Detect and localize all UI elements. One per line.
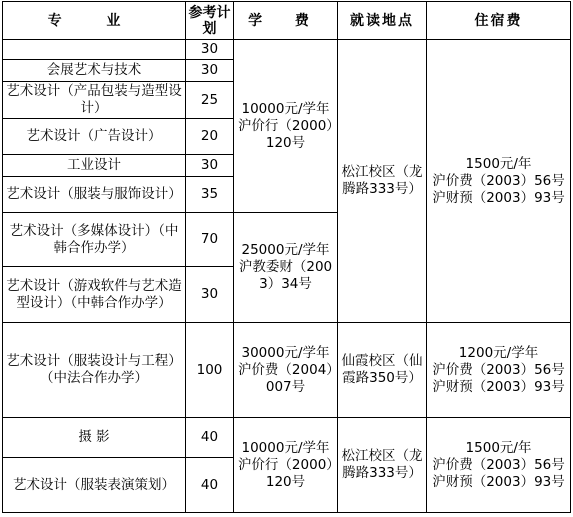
dorm-doc-finance-bureau: 沪财预（2003）93号 (432, 473, 565, 490)
dorm-fee-cell (427, 418, 571, 513)
table-row (3, 40, 571, 60)
plan-header: 参考计划 (186, 2, 234, 40)
major-cell: 艺术设计（游戏软件与艺术造型设计）（中韩合作办学） (3, 267, 186, 323)
plan-cell: 20 (186, 119, 234, 155)
location-cell: 仙霞校区（仙霞路350号） (338, 323, 427, 418)
plan-cell: 35 (186, 177, 234, 213)
fee-cell: 10000元/学年沪价行（2000）120号 (234, 40, 338, 213)
plan-cell: 30 (186, 267, 234, 323)
plan-cell: 25 (186, 82, 234, 119)
location-header: 就读地点 (338, 2, 427, 40)
enrollment-table (2, 1, 571, 513)
plan-cell: 30 (186, 40, 234, 60)
dorm-doc-price-bureau: 沪价费（2003）56号 (432, 456, 565, 473)
dorm-fee-cell (427, 40, 571, 323)
fee-cell: 25000元/学年沪教委财（2003）34号 (234, 213, 338, 323)
table-row (3, 323, 571, 418)
fee-cell: 10000元/学年沪价行（2000）120号 (234, 418, 338, 513)
major-cell: 艺术设计（服装表演策划） (3, 458, 186, 513)
dorm-fee-cell (427, 323, 571, 418)
plan-cell: 30 (186, 155, 234, 177)
dorm-price: 1500元/年 (465, 155, 532, 172)
major-cell (3, 40, 186, 60)
dorm-doc-finance-bureau: 沪财预（2003）93号 (432, 378, 565, 395)
location-cell: 松江校区（龙腾路333号） (338, 418, 427, 513)
dorm-price: 1500元/年 (465, 439, 532, 456)
major-cell: 艺术设计（服装设计与工程）（中法合作办学） (3, 323, 186, 418)
dorm-fee-header: 住宿费 (427, 2, 571, 40)
dorm-doc-price-bureau: 沪价费（2003）56号 (432, 172, 565, 189)
major-cell: 艺术设计（多媒体设计）（中韩合作办学） (3, 213, 186, 267)
dorm-doc-finance-bureau: 沪财预（2003）93号 (432, 189, 565, 206)
plan-cell: 70 (186, 213, 234, 267)
major-cell: 艺术设计（广告设计） (3, 119, 186, 155)
header-row (3, 2, 571, 40)
major-header: 专 业 (3, 2, 186, 40)
major-cell: 艺术设计（产品包装与造型设计） (3, 82, 186, 119)
plan-cell: 40 (186, 418, 234, 458)
plan-cell: 100 (186, 323, 234, 418)
fee-header: 学 费 (234, 2, 338, 40)
plan-cell: 30 (186, 60, 234, 82)
fee-cell: 30000元/学年沪价费（2004）007号 (234, 323, 338, 418)
major-cell: 工业设计 (3, 155, 186, 177)
major-cell: 会展艺术与技术 (3, 60, 186, 82)
major-cell: 摄 影 (3, 418, 186, 458)
major-cell: 艺术设计（服装与服饰设计） (3, 177, 186, 213)
dorm-doc-price-bureau: 沪价费（2003）56号 (432, 361, 565, 378)
location-cell: 松江校区（龙腾路333号） (338, 40, 427, 323)
table-row (3, 418, 571, 458)
dorm-price: 1200元/学年 (458, 344, 539, 361)
plan-cell: 40 (186, 458, 234, 513)
